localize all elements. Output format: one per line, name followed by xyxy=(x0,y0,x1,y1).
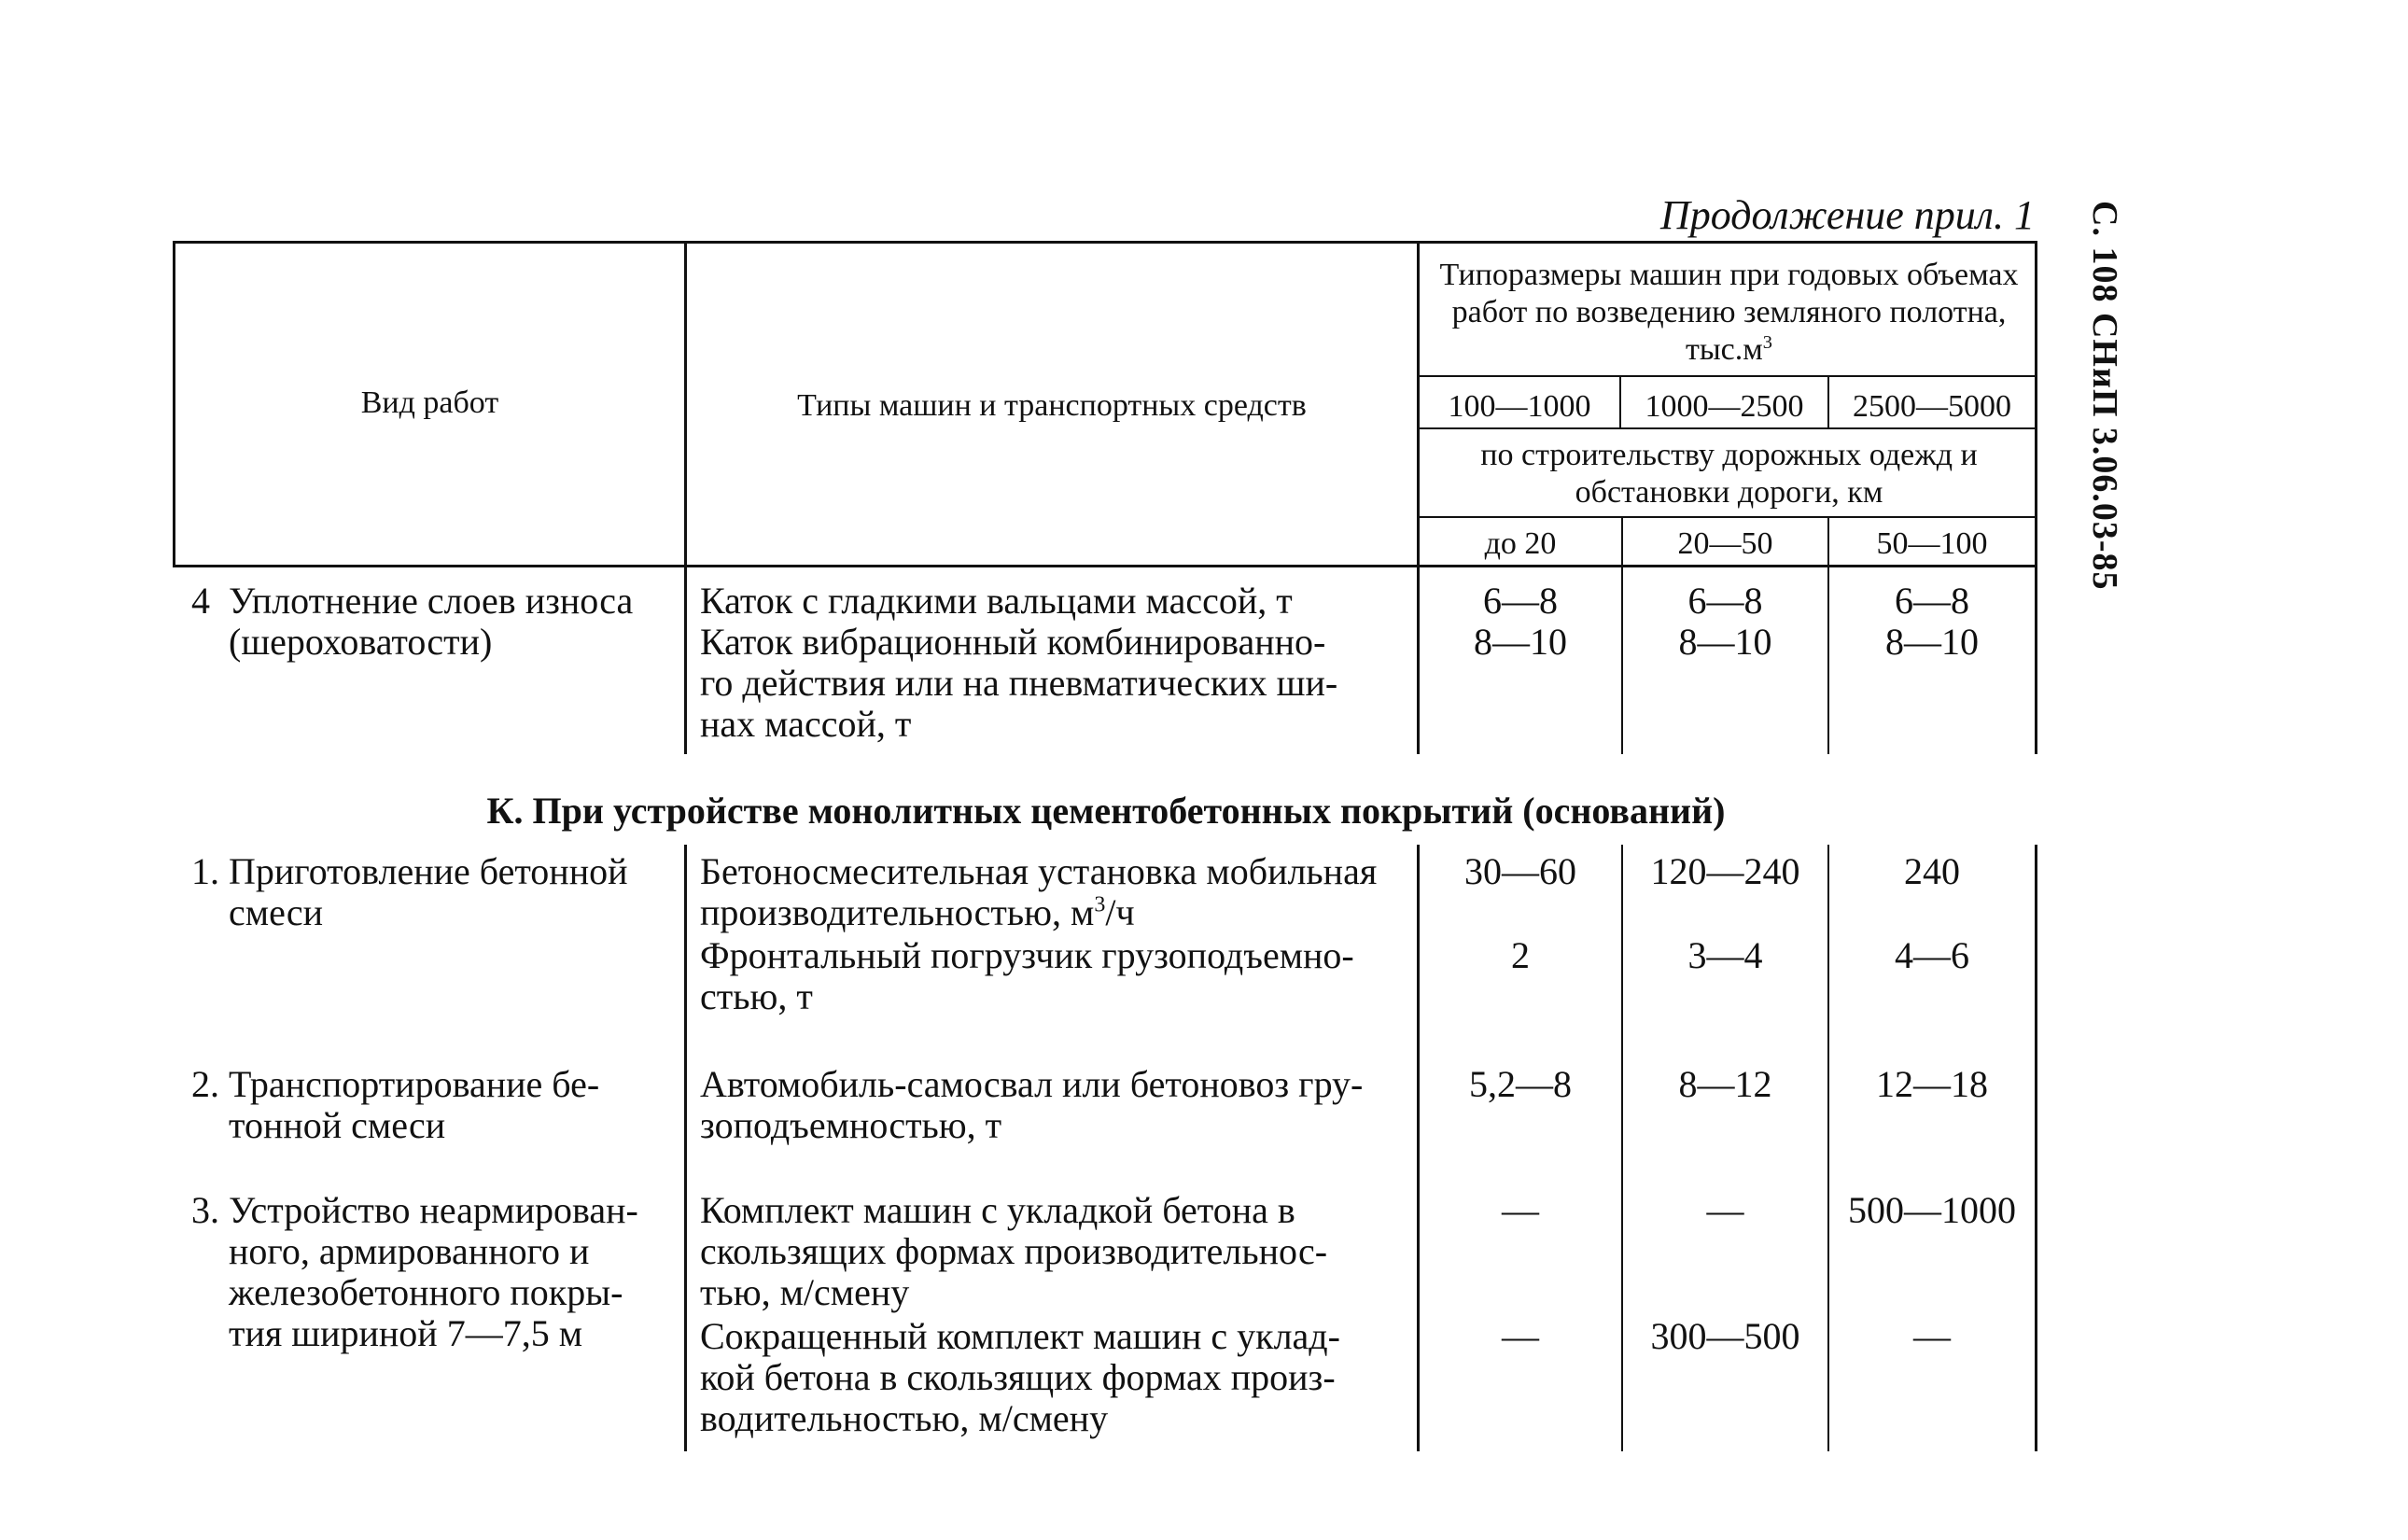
machine-label: производительностью, $м^3/ч$ xyxy=(700,891,1135,933)
section-heading: К. При устройстве монолитных цементобетонных покрытий (оснований) xyxy=(486,790,1726,832)
work-label: Транспортирование бе- xyxy=(229,1063,600,1105)
value-cell: 120—240 xyxy=(1650,850,1800,892)
machine-label: Комплект машин с укладкой бетона в xyxy=(700,1189,1295,1231)
value-cell: 8—12 xyxy=(1678,1063,1772,1105)
work-label: Устройство неармирован- xyxy=(229,1189,638,1231)
header-range-2: 1000—2500 xyxy=(1645,389,1804,424)
value-cell: 6—8 xyxy=(1895,580,1969,622)
machine-label: стью, т xyxy=(700,975,813,1017)
value-cell: 4—6 xyxy=(1895,934,1969,976)
value-cell: — xyxy=(1502,1315,1539,1357)
machine-label: го действия или на пневматических ши- xyxy=(700,662,1338,704)
work-label: Приготовление бетонной xyxy=(229,850,628,892)
header-dist-2: 20—50 xyxy=(1677,526,1773,561)
value-cell: 6—8 xyxy=(1483,580,1558,622)
value-cell: 2 xyxy=(1511,934,1530,976)
value-cell: 8—10 xyxy=(1885,621,1979,663)
header-group-pavement: по строительству дорожных одежд и обстановки дороги, км xyxy=(1480,438,1978,510)
header-dist-1: до 20 xyxy=(1484,526,1557,561)
machine-label: Каток с гладкими вальцами массой, т xyxy=(700,580,1293,622)
value-cell: 240 xyxy=(1904,850,1960,892)
value-cell: — xyxy=(1502,1189,1539,1231)
work-label: железобетонного покры- xyxy=(229,1271,623,1313)
value-cell: 8—10 xyxy=(1678,621,1772,663)
value-cell: 12—18 xyxy=(1876,1063,1988,1105)
value-cell: 300—500 xyxy=(1650,1315,1800,1357)
machine-label: водительностью, м/смену xyxy=(700,1397,1109,1439)
value-cell: 3—4 xyxy=(1687,934,1763,976)
value-cell: 5,2—8 xyxy=(1469,1063,1572,1105)
machine-label: Бетоносмесительная установка мобильная xyxy=(700,850,1378,892)
value-cell: — xyxy=(1913,1315,1951,1357)
row-number: 1. xyxy=(191,850,219,892)
page-side-label: С. 108 СНиП 3.06.03-85 xyxy=(2085,201,2124,591)
machine-label: кой бетона в скользящих формах произ- xyxy=(700,1356,1336,1398)
work-label: ного, армированного и xyxy=(229,1230,590,1272)
header-machine-types: Типы машин и транспортных средств xyxy=(797,388,1307,423)
header-group-earthwork: Типоразмеры машин при годовых объемах работ по возведению земляного полотна, $тыс.м^3$ xyxy=(1439,258,2019,367)
continuation-label: Продолжение прил. 1 xyxy=(1660,192,2035,238)
machine-label: скользящих формах производительнос- xyxy=(700,1230,1328,1272)
value-cell: 500—1000 xyxy=(1848,1189,2016,1231)
row-number: 4 xyxy=(191,580,210,622)
work-label: смеси xyxy=(229,891,323,933)
header-work-type: Вид работ xyxy=(360,385,499,420)
header-dist-3: 50—100 xyxy=(1876,526,1988,561)
work-label: тия шириной 7—7,5 м xyxy=(229,1312,583,1354)
header-range-1: 100—1000 xyxy=(1448,389,1591,424)
row-number: 3. xyxy=(191,1189,219,1231)
row-number: 2. xyxy=(191,1063,219,1105)
machine-label: Автомобиль-самосвал или бетоновоз гру- xyxy=(700,1063,1364,1105)
value-cell: 6—8 xyxy=(1687,580,1763,622)
work-label: (шероховатости) xyxy=(229,621,493,663)
machine-label: Сокращенный комплект машин с уклад- xyxy=(700,1315,1340,1357)
machine-label: Фронтальный погрузчик грузоподъемно- xyxy=(700,934,1354,976)
header-range-3: 2500—5000 xyxy=(1853,389,2011,424)
machine-label: нах массой, т xyxy=(700,703,912,745)
machine-label: зоподъемностью, т xyxy=(700,1104,1002,1146)
value-cell: 30—60 xyxy=(1464,850,1576,892)
machine-label: тью, м/смену xyxy=(700,1271,910,1313)
machine-label: Каток вибрационный комбинированно- xyxy=(700,621,1326,663)
work-label: Уплотнение слоев износа xyxy=(229,580,634,622)
value-cell: 8—10 xyxy=(1474,621,1567,663)
value-cell: — xyxy=(1706,1189,1744,1231)
work-label: тонной смеси xyxy=(229,1104,446,1146)
